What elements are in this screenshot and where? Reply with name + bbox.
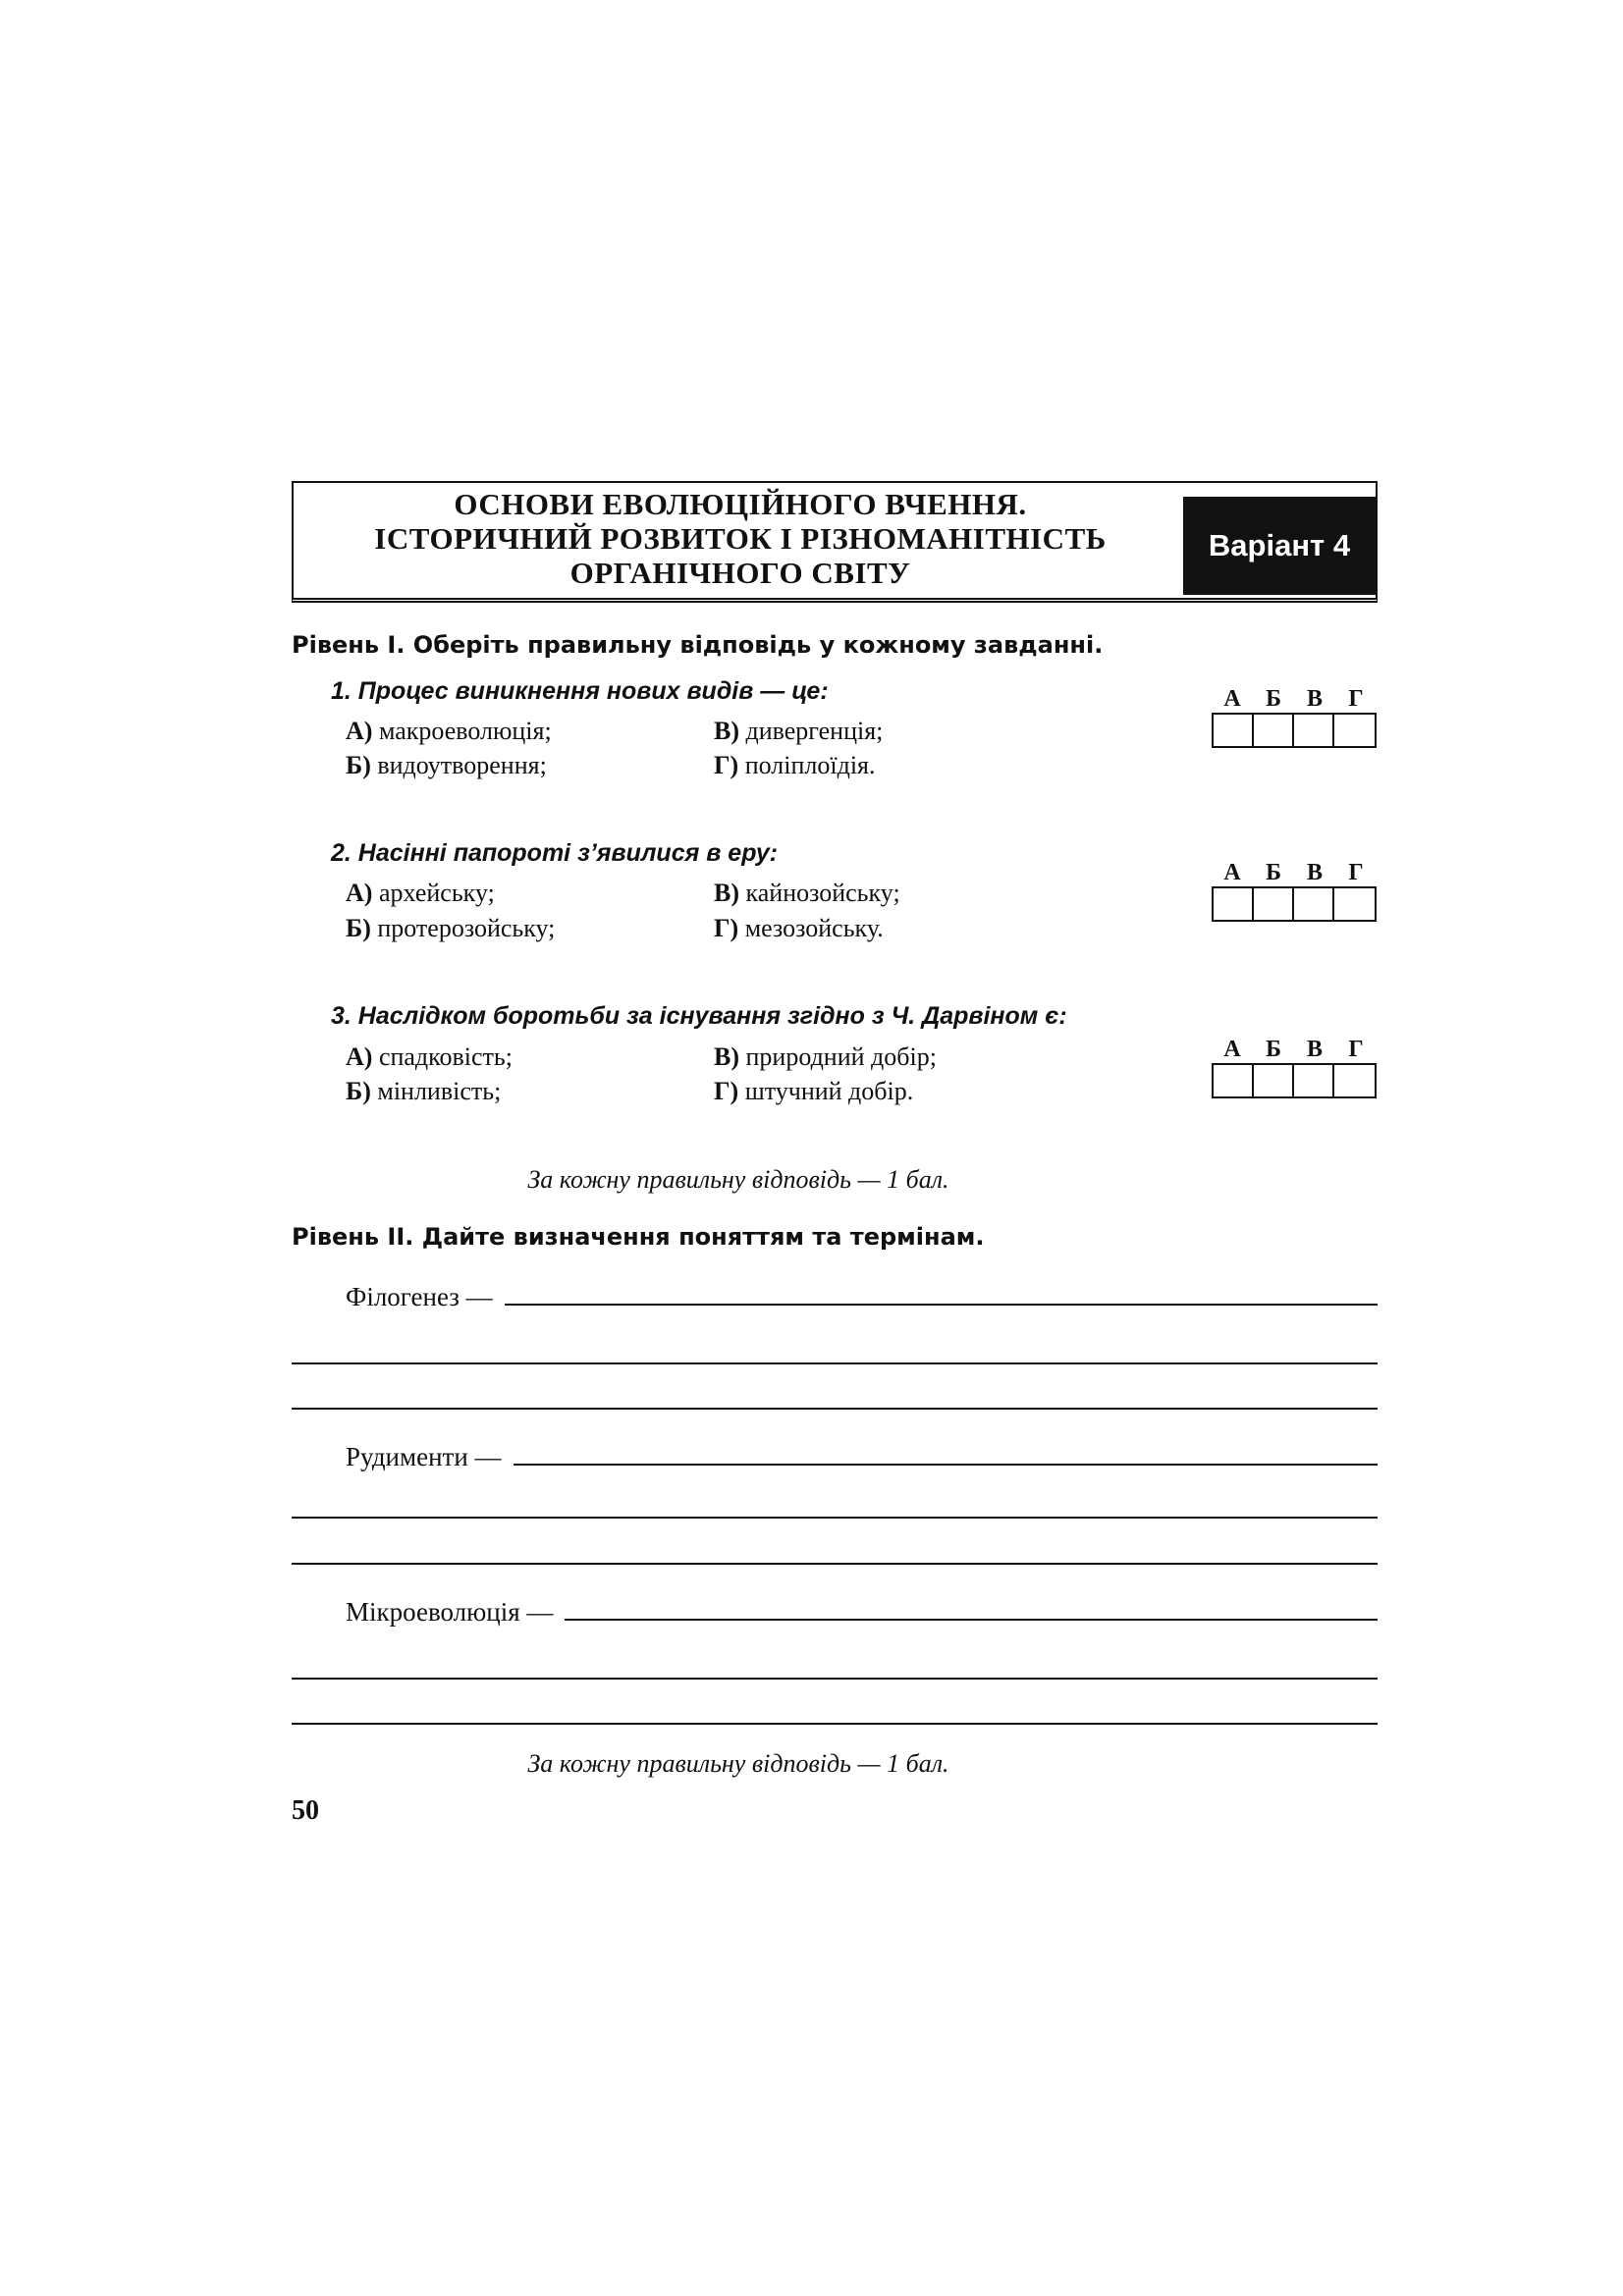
answer-box-a[interactable] bbox=[1214, 1065, 1254, 1096]
answer-boxes bbox=[1212, 1063, 1377, 1098]
option-letter: Б) bbox=[346, 1077, 371, 1105]
answer-box-g[interactable] bbox=[1334, 888, 1375, 920]
question-2-option-b[interactable] bbox=[346, 914, 555, 943]
option-text: мезозойську. bbox=[744, 914, 884, 942]
answer-line[interactable] bbox=[514, 1463, 1378, 1466]
answer-line[interactable] bbox=[292, 1408, 1378, 1410]
option-text: кайнозойську; bbox=[745, 879, 900, 907]
level-2-heading: Рівень ІІ. Дайте визначення поняттям та термінам. bbox=[292, 1223, 985, 1251]
level-1-score-note: За кожну правильну відповідь — 1 бал. bbox=[527, 1165, 949, 1194]
term-row-rudiments bbox=[346, 1442, 1378, 1472]
option-text: архейську; bbox=[378, 879, 495, 907]
answer-boxes bbox=[1212, 886, 1377, 922]
answer-box-v[interactable] bbox=[1294, 1065, 1334, 1096]
option-letter: В) bbox=[714, 879, 739, 907]
option-letter: Г) bbox=[714, 1077, 739, 1105]
option-letter: Б) bbox=[346, 751, 371, 779]
title-line-2: ІСТОРИЧНИЙ РОЗВИТОК І РІЗНОМАНІТНІСТЬ bbox=[374, 521, 1107, 556]
question-3-option-g[interactable] bbox=[714, 1077, 913, 1106]
term-row-phylogenesis bbox=[346, 1282, 1378, 1312]
option-letter: В) bbox=[714, 1042, 739, 1071]
option-text: поліплоїдія. bbox=[744, 751, 876, 779]
answer-letter-v: В bbox=[1306, 860, 1323, 885]
term-label: Мікроеволюція — bbox=[346, 1597, 554, 1627]
page-number: 50 bbox=[292, 1795, 319, 1826]
option-text: природний добір; bbox=[745, 1042, 937, 1071]
answer-letters bbox=[1212, 1036, 1377, 1063]
answer-box-b[interactable] bbox=[1254, 1065, 1294, 1096]
answer-boxes bbox=[1212, 713, 1377, 748]
answer-letter-a: А bbox=[1223, 686, 1241, 712]
option-letter: Г) bbox=[714, 914, 739, 942]
question-1-option-g[interactable] bbox=[714, 751, 876, 780]
question-1-option-v[interactable] bbox=[714, 717, 883, 746]
answer-letter-b: Б bbox=[1266, 1037, 1281, 1062]
option-text: штучний добір. bbox=[744, 1077, 914, 1105]
answer-letter-a: А bbox=[1223, 1037, 1241, 1062]
question-3-option-v[interactable] bbox=[714, 1042, 937, 1072]
title-line-1: ОСНОВИ ЕВОЛЮЦІЙНОГО ВЧЕННЯ. bbox=[454, 487, 1027, 521]
answer-line[interactable] bbox=[292, 1723, 1378, 1725]
answer-box-a[interactable] bbox=[1214, 715, 1254, 746]
option-letter: Б) bbox=[346, 914, 371, 942]
answer-box-g[interactable] bbox=[1334, 1065, 1375, 1096]
option-text: спадковість; bbox=[378, 1042, 513, 1071]
answer-line[interactable] bbox=[292, 1678, 1378, 1680]
option-text: видоутворення; bbox=[377, 751, 547, 779]
answer-box-b[interactable] bbox=[1254, 888, 1294, 920]
answer-letter-g: Г bbox=[1348, 1037, 1364, 1062]
level-1-heading: Рівень І. Оберіть правильну відповідь у кожному завданні. bbox=[292, 631, 1104, 659]
answer-letter-b: Б bbox=[1266, 860, 1281, 885]
option-text: мінливість; bbox=[377, 1077, 502, 1105]
answer-letter-a: А bbox=[1223, 860, 1241, 885]
answer-letter-g: Г bbox=[1348, 860, 1364, 885]
question-2-option-v[interactable] bbox=[714, 879, 900, 908]
page-title bbox=[294, 487, 1187, 590]
header-box bbox=[292, 481, 1378, 603]
answer-line[interactable] bbox=[292, 1517, 1378, 1519]
answer-letters bbox=[1212, 859, 1377, 886]
term-label: Філогенез — bbox=[346, 1282, 493, 1311]
option-letter: В) bbox=[714, 717, 739, 745]
question-1-answer-grid bbox=[1212, 685, 1377, 748]
answer-box-b[interactable] bbox=[1254, 715, 1294, 746]
question-2-option-a[interactable] bbox=[346, 879, 495, 908]
question-2-text: 2. Насінні папороті з’явилися в еру: bbox=[331, 839, 779, 867]
question-3-answer-grid bbox=[1212, 1036, 1377, 1098]
answer-line[interactable] bbox=[565, 1618, 1378, 1621]
question-2-option-g[interactable] bbox=[714, 914, 884, 943]
answer-box-v[interactable] bbox=[1294, 888, 1334, 920]
option-letter: А) bbox=[346, 879, 373, 907]
question-1-option-b[interactable] bbox=[346, 751, 547, 780]
answer-letters bbox=[1212, 685, 1377, 713]
title-line-3: ОРГАНІЧНОГО СВІТУ bbox=[569, 556, 911, 590]
term-row-microevolution bbox=[346, 1597, 1378, 1628]
question-3-option-b[interactable] bbox=[346, 1077, 501, 1106]
option-text: дивергенція; bbox=[745, 717, 884, 745]
option-text: макроеволюція; bbox=[378, 717, 552, 745]
answer-line[interactable] bbox=[292, 1362, 1378, 1364]
answer-box-v[interactable] bbox=[1294, 715, 1334, 746]
answer-letter-g: Г bbox=[1348, 686, 1364, 712]
question-2-answer-grid bbox=[1212, 859, 1377, 922]
answer-line[interactable] bbox=[292, 1563, 1378, 1565]
option-letter: А) bbox=[346, 1042, 373, 1071]
question-3-option-a[interactable] bbox=[346, 1042, 513, 1072]
answer-box-g[interactable] bbox=[1334, 715, 1375, 746]
question-1-option-a[interactable] bbox=[346, 717, 552, 746]
answer-letter-v: В bbox=[1306, 1037, 1323, 1062]
level-2-score-note: За кожну правильну відповідь — 1 бал. bbox=[527, 1749, 949, 1778]
question-3-text: 3. Наслідком боротьби за існування згідно з Ч. Дарвіном є: bbox=[331, 1002, 1067, 1030]
option-letter: Г) bbox=[714, 751, 739, 779]
answer-letter-b: Б bbox=[1266, 686, 1281, 712]
question-1-text: 1. Процес виникнення нових видів — це: bbox=[331, 677, 829, 705]
answer-line[interactable] bbox=[505, 1303, 1378, 1306]
answer-box-a[interactable] bbox=[1214, 888, 1254, 920]
worksheet-page bbox=[292, 0, 1380, 2296]
option-letter: А) bbox=[346, 717, 373, 745]
variant-badge: Варіант 4 bbox=[1183, 497, 1376, 595]
answer-letter-v: В bbox=[1306, 686, 1323, 712]
option-text: протерозойську; bbox=[377, 914, 556, 942]
term-label: Рудименти — bbox=[346, 1442, 502, 1471]
